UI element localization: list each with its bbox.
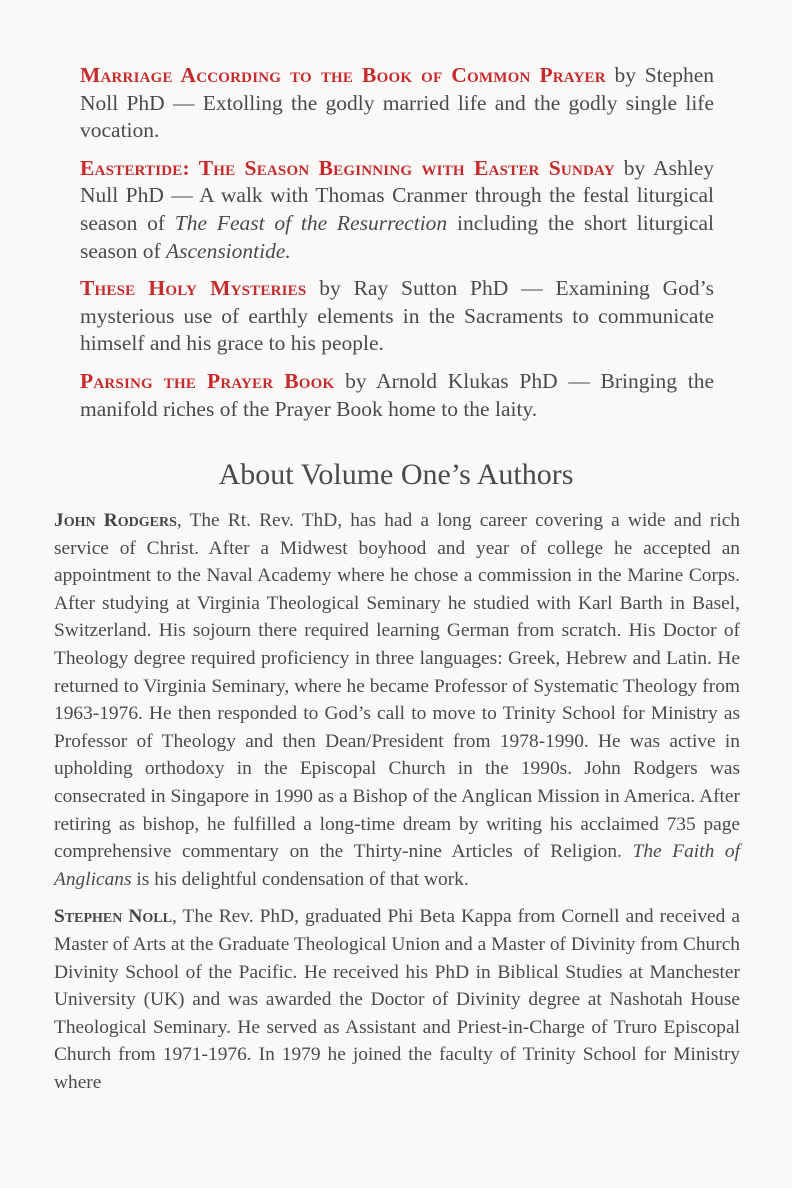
book-description: by Ashley Null PhD — A walk with Thomas Cranmer through the festal liturgical season of [80,155,715,235]
author-bio [54,507,740,893]
book-entry [80,275,714,358]
section-heading: About Volume One’s Authors [218,458,574,491]
book-entry [80,155,714,265]
bio-text: , The Rev. PhD, graduated Phi Beta Kappa from Cornell and received a Master of Arts at the Graduate Theological Union and a Master of Divinity from Church Divinity School of the Pacific. He received his PhD in Biblical Studies at Manchester University (UK) and was awarded the Doctor of Divinity degree at Nashotah House Theological Seminary. He served as Assistant and Priest-in-Charge of Truro Episcopal Church from 1971-1976. In 1979 he joined the faculty of Trinity School for Ministry where [54,906,740,1093]
author-bios [54,507,740,1106]
book-entry [80,368,714,423]
book-description: by Ray Sutton PhD — Examining God’s mysterious use of earthly elements in the Sacraments to communicate himself and his grace to his people. [80,276,714,356]
book-title: These Holy Mysteries [80,276,307,301]
author-name: John Rodgers [54,510,177,531]
bio-text: , The Rt. Rev. ThD, has had a long career covering a wide and rich service of Christ. After a Midwest boyhood and year of college he accepted an appointment to the Naval Academy where he chose a commission in the Marine Corps. After studying at Virginia Theological Seminary he studied with Karl Barth in Basel, Switzerland. His sojourn there required learning German from scratch. His Doctor of Theology degree required proficiency in three languages: Greek, Hebrew and Latin. He returned to Virginia Seminary, where he became Professor of Systematic Theology from 1963-1976. He then responded to God’s call to move to Trinity School for Ministry as Professor of Theology and then Dean/President from 1978-1990. He was active in upholding orthodoxy in the Episcopal Church in the 1990s. John Rodgers was consecrated in Singapore in 1990 as a Bishop of the Anglican Mission in America. After retiring as bishop, he fulfilled a long-time dream by writing his acclaimed 735 page comprehensive commentary on the Thirty-nine Articles of Religion. [54,510,741,863]
author-name: Stephen Noll [54,906,172,928]
bio-text: is his delightful condensation of that work. [131,868,469,890]
book-description: by Stephen Noll PhD — Extolling the godly married life and the godly single life vocation. [80,63,714,143]
bio-italic-title: The Faith of Anglicans [54,841,741,890]
book-entry [80,62,714,145]
book-title: Eastertide: The Season Beginning with Easter Sunday [80,155,615,180]
book-list [80,62,714,433]
book-description: by Arnold Klukas PhD — Bringing the manifold riches of the Prayer Book home to the laity. [80,368,714,421]
book-title: Parsing the Prayer Book [80,368,335,393]
book-description: including the short liturgical season of [80,210,715,263]
book-title: Marriage According to the Book of Common Prayer [80,63,606,87]
book-italic-phrase: Ascensiontide. [165,238,291,263]
book-italic-phrase: The Feast of the Resurrection [174,210,448,235]
author-bio [54,903,740,1096]
